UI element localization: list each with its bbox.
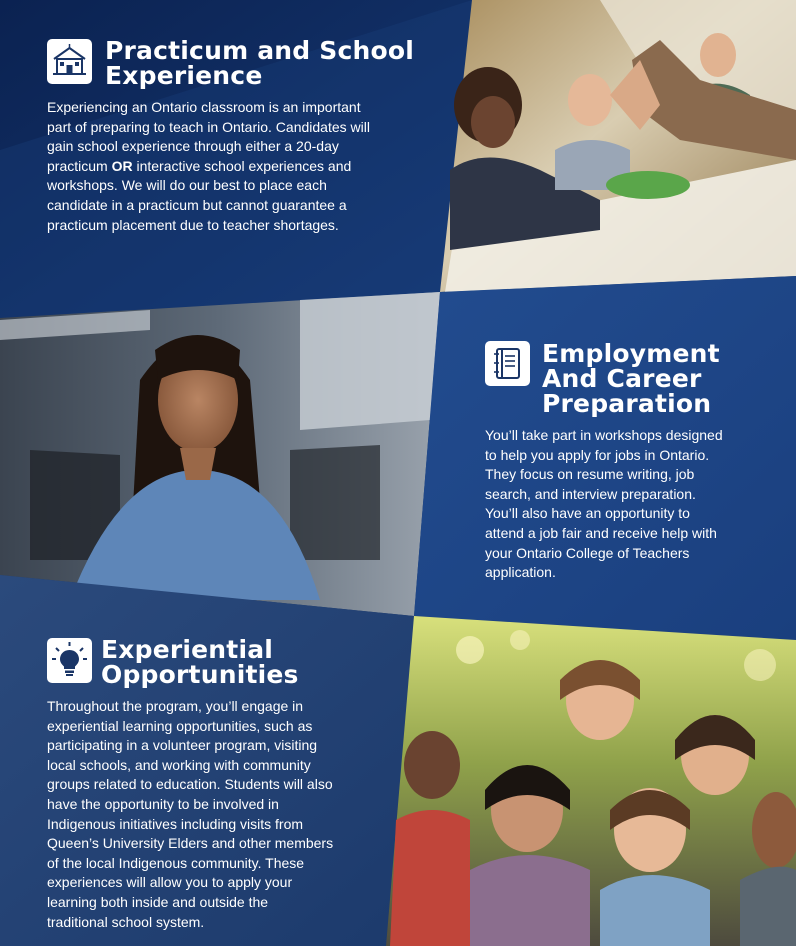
practicum-body-line: candidate in a practicum but cannot guarantee a xyxy=(47,196,347,213)
practicum-body-text: practicum xyxy=(47,157,112,174)
employment-title-line-1: Employment xyxy=(542,339,720,368)
practicum-body-emphasis: OR xyxy=(111,157,133,174)
practicum-body-line xyxy=(47,157,370,177)
practicum-body-text: interactive school experiences and xyxy=(132,157,352,174)
experiential-body-line: Throughout the program, you’ll engage in xyxy=(47,698,304,714)
employment-title-line-3: Preparation xyxy=(542,389,712,418)
practicum-title-line-2: Experience xyxy=(105,61,263,90)
experiential-body xyxy=(47,697,333,932)
experiential-body-line: experiences will allow you to apply your xyxy=(47,874,293,891)
employment-title xyxy=(542,341,720,416)
experiential-body-line: learning both inside and outside the xyxy=(47,893,269,910)
experiential-body-line: traditional school system. xyxy=(47,913,205,930)
practicum-body-line: gain school experience through either a 20-day xyxy=(47,138,339,155)
experiential-icon-box xyxy=(47,638,92,683)
experiential-body-line: experiential learning opportunities, such as xyxy=(47,717,313,734)
employment-body-line: They focus on resume writing, job xyxy=(485,466,695,483)
practicum-title xyxy=(105,38,414,88)
experiential-body-line: local schools, and working with community xyxy=(47,756,311,773)
employment-body-line: your Ontario College of Teachers xyxy=(485,544,690,561)
school-house-icon xyxy=(47,39,92,84)
student-photo xyxy=(0,292,440,616)
employment-icon-box xyxy=(485,341,530,386)
practicum-body-line: part of preparing to teach in Ontario. Candidates will xyxy=(47,118,370,135)
experiential-title xyxy=(101,637,299,687)
employment-body-line: You’ll take part in workshops designed xyxy=(485,427,723,443)
employment-body-line: application. xyxy=(485,564,556,581)
experiential-title-line-1: Experiential xyxy=(101,635,274,664)
experiential-body-line: Queen’s University Elders and other members xyxy=(47,835,334,852)
practicum-title-line-1: Practicum and School xyxy=(105,36,415,65)
experiential-body-line: groups related to education. Students will also xyxy=(47,776,333,793)
notebook-icon xyxy=(485,341,530,386)
practicum-body-line: practicum placement due to teacher shortages. xyxy=(47,216,339,233)
experiential-body-line: of the local Indigenous community. These xyxy=(47,854,305,871)
lightbulb-icon xyxy=(47,638,92,683)
children-photo xyxy=(386,616,796,946)
employment-body xyxy=(485,426,723,583)
practicum-body-line: workshops. We will do our best to place each xyxy=(47,177,327,194)
experiential-body-line: have the opportunity to be involved in xyxy=(47,795,279,812)
classroom-photo xyxy=(440,0,796,292)
practicum-icon-box xyxy=(47,39,92,84)
employment-body-line: to help you apply for jobs in Ontario. xyxy=(485,446,710,463)
employment-body-line: attend a job fair and receive help with xyxy=(485,524,717,541)
practicum-body-line: Experiencing an Ontario classroom is an important xyxy=(47,99,361,115)
experiential-body-line: participating in a volunteer program, visiting xyxy=(47,737,318,754)
experiential-title-line-2: Opportunities xyxy=(101,660,299,689)
employment-title-line-2: And Career xyxy=(542,364,702,393)
experiential-body-line: Indigenous initiatives including visits from xyxy=(47,815,304,832)
practicum-body xyxy=(47,98,370,235)
employment-body-line: You’ll also have an opportunity to xyxy=(485,505,690,522)
employment-body-line: search, and interview preparation. xyxy=(485,485,696,502)
